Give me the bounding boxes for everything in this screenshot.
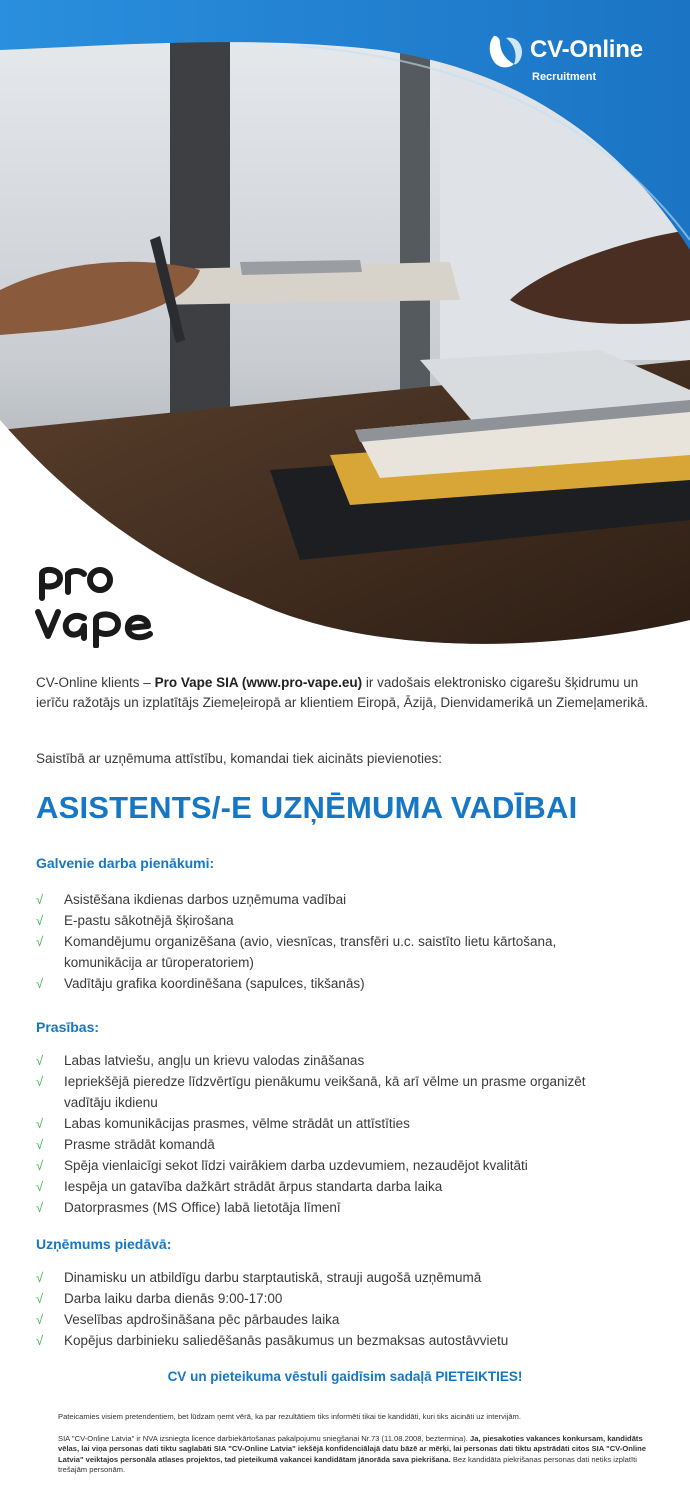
list-item [36, 1113, 636, 1134]
hero-photo [0, 0, 690, 660]
license-text: SIA "CV-Online Latvia" ir NVA izsniegta licence darbiekārtošanas pakalpojumu sniegšanai Nr.73 (11.08.2008, beztermiņa). [58, 1434, 471, 1443]
check-icon: √ [36, 1137, 44, 1152]
check-icon: √ [36, 1291, 44, 1306]
check-icon: √ [36, 1116, 44, 1131]
list-item [36, 910, 636, 931]
list-item [36, 1176, 636, 1197]
requirements-list [36, 1050, 636, 1218]
apply-call-to-action: CV un pieteikuma vēstuli gaidīsim sadaļā PIETEIKTIES! [167, 1369, 523, 1384]
list-item-text: Komandējumu organizēšana (avio, viesnīcas, transfēri u.c. saistīto lietu kārtošana, komunikācija ar tūroperatoriem) [64, 934, 557, 970]
list-item [36, 1330, 636, 1351]
check-icon: √ [36, 1053, 44, 1068]
list-item-text: Prasme strādāt komandā [64, 1137, 215, 1152]
list-item-text: Datorprasmes (MS Office) labā lietotāja līmenī [64, 1200, 341, 1215]
section-title-offer: Uzņēmums piedāvā: [36, 1236, 172, 1252]
check-icon: √ [36, 1333, 44, 1348]
list-item [36, 1197, 636, 1218]
list-item-text: Kopējus darbinieku saliedēšanās pasākumus un bezmaksas autostāvvietu [64, 1333, 509, 1348]
job-title: ASISTENTS/-E UZŅĒMUMA VADĪBAI [36, 790, 578, 825]
list-item [36, 1267, 636, 1288]
check-icon: √ [36, 976, 44, 991]
list-item-text: Labas latviešu, angļu un krievu valodas zināšanas [64, 1053, 365, 1068]
list-item [36, 1288, 636, 1309]
list-item-text: Dinamisku un atbildīgu darbu starptautiskā, strauji augošā uzņēmumā [64, 1270, 482, 1285]
section-title-duties: Galvenie darba pienākumi: [36, 855, 215, 871]
list-item-text: Darba laiku darba dienās 9:00-17:00 [64, 1291, 283, 1306]
thanks-note: Pateicamies visiem pretendentiem, bet lūdzam ņemt vērā, ka par rezultātiem tiks informēti tikai tie kandidāti, kuri tiks aicināti uz intervijām. [58, 1412, 521, 1421]
duties-list [36, 889, 636, 994]
list-item [36, 1309, 636, 1330]
list-item [36, 889, 636, 910]
intro-paragraph [36, 673, 656, 712]
list-item-text: Labas komunikācijas prasmes, vēlme strādāt un attīstīties [64, 1116, 410, 1131]
check-icon: √ [36, 1158, 44, 1173]
check-icon: √ [36, 892, 44, 907]
list-item-text: Iespēja un gatavība dažkārt strādāt ārpus standarta darba laika [64, 1179, 443, 1194]
lead-text: Saistībā ar uzņēmuma attīstību, komandai tiek aicināts pievienoties: [36, 751, 442, 766]
brand-subtitle: Recruitment [532, 71, 597, 83]
list-item [36, 1134, 636, 1155]
license-note [58, 1434, 658, 1475]
check-icon: √ [36, 1179, 44, 1194]
check-icon: √ [36, 913, 44, 928]
list-item [36, 973, 636, 994]
list-item-text: Veselības apdrošināšana pēc pārbaudes laika [64, 1312, 340, 1327]
list-item-text: E-pastu sākotnējā šķirošana [64, 913, 234, 928]
intro-prefix: CV-Online klients – [36, 675, 155, 690]
list-item-text: Spēja vienlaicīgi sekot līdzi vairākiem darba uzdevumiem, nezaudējot kvalitāti [64, 1158, 528, 1173]
intro-text: ir vadošais elektronisko cigarešu šķidrumu un ierīču ražotājs un izplatītājs Ziemeļeiropā ar klientiem Eiropā, Āzijā, Dienvidamerikā un Ziemeļamerikā. [36, 675, 649, 710]
list-item [36, 1050, 636, 1071]
check-icon: √ [36, 1312, 44, 1327]
check-icon: √ [36, 934, 44, 949]
hero-banner [0, 0, 690, 660]
list-item [36, 931, 636, 973]
list-item [36, 1071, 636, 1113]
section-title-requirements: Prasības: [36, 1019, 100, 1035]
list-item-text: Iepriekšējā pieredze līdzvērtīgu pienākumu veikšanā, kā arī vēlme un prasme organizēt vadītāju ikdienu [64, 1074, 586, 1110]
brand-name: CV-Online [530, 36, 643, 63]
check-icon: √ [36, 1270, 44, 1285]
list-item-text: Vadītāju grafika koordinēšana (sapulces, tikšanās) [64, 976, 365, 991]
offer-list [36, 1267, 636, 1351]
list-item-text: Asistēšana ikdienas darbos uzņēmuma vadībai [64, 892, 347, 907]
cv-online-mark-icon [486, 32, 526, 72]
consent-text: Ja, piesakoties vakances konkursam, kandidāts vēlas, lai viņa personas dati tiktu saglabāti SIA "CV-Online Latvia" iekšējā konfidenciālajā datu bāzē ar mērķi, lai personas dati tiktu apstrādāti citos SIA "CV-Online Latvia" veiktajos personāla atlases projektos, tad pieteikumā vakancei kandidātam jānorāda sava piekrišana. [58, 1434, 646, 1464]
client-name: Pro Vape SIA (www.pro-vape.eu) [154, 675, 363, 690]
check-icon: √ [36, 1074, 44, 1089]
list-item [36, 1155, 636, 1176]
license-tail-text: Bez kandidāta piekrišanas personas dati netiks izplatīti trešajām personām. [58, 1454, 637, 1474]
check-icon: √ [36, 1200, 44, 1215]
cv-online-logo [486, 30, 676, 90]
pro-vape-logo [30, 562, 190, 648]
